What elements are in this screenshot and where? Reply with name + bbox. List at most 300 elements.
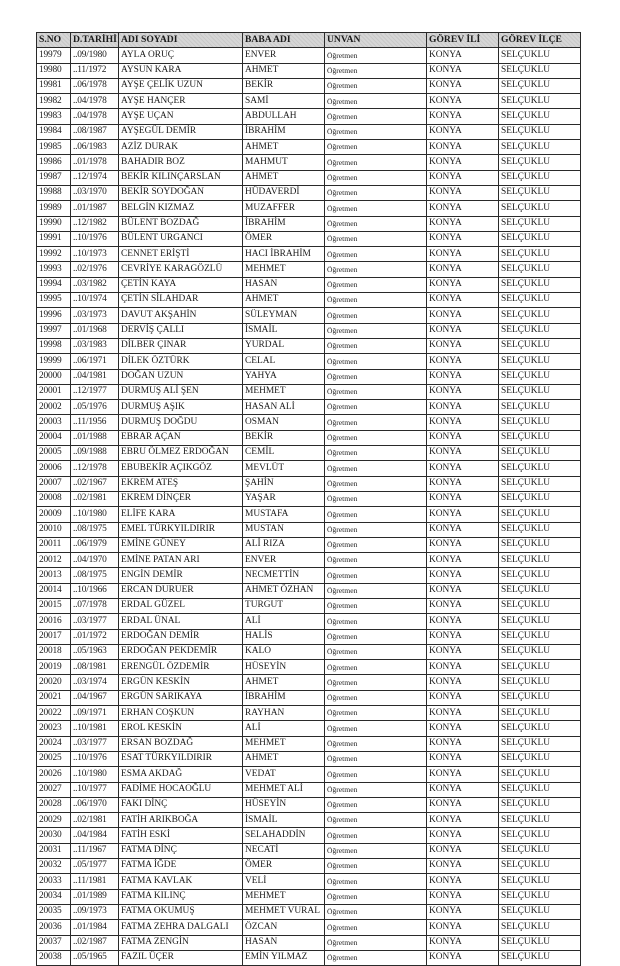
- father-name-cell: BEKİR: [243, 78, 325, 93]
- father-name-cell: AHMET: [243, 675, 325, 690]
- birth-date-cell: ..04/1978: [71, 109, 119, 124]
- birth-date-cell: ..04/1978: [71, 94, 119, 109]
- title-cell: Öğretmen: [325, 553, 427, 568]
- birth-date-cell: ..03/1982: [71, 277, 119, 292]
- full-name-cell: BÜLENT BOZDAĞ: [119, 216, 243, 231]
- table-row: [37, 751, 581, 766]
- birth-date-cell: ..08/1987: [71, 124, 119, 139]
- province-cell: KONYA: [427, 201, 499, 216]
- full-name-cell: DAVUT AKŞAHİN: [119, 308, 243, 323]
- table-row: [37, 859, 581, 874]
- province-cell: KONYA: [427, 889, 499, 904]
- district-cell: SELÇUKLU: [499, 690, 581, 705]
- father-name-cell: MUSTAN: [243, 522, 325, 537]
- header-sno: S.NO: [37, 33, 71, 48]
- table-row: [37, 94, 581, 109]
- province-cell: KONYA: [427, 446, 499, 461]
- province-cell: KONYA: [427, 369, 499, 384]
- sno-cell: 20008: [37, 491, 71, 506]
- table-row: [37, 216, 581, 231]
- sno-cell: 20038: [37, 950, 71, 965]
- sno-cell: 19983: [37, 109, 71, 124]
- birth-date-cell: ..03/1977: [71, 736, 119, 751]
- sno-cell: 19992: [37, 247, 71, 262]
- father-name-cell: MEHMET: [243, 384, 325, 399]
- full-name-cell: ERCAN DURUER: [119, 583, 243, 598]
- sno-cell: 20010: [37, 522, 71, 537]
- sno-cell: 19981: [37, 78, 71, 93]
- title-cell: Öğretmen: [325, 568, 427, 583]
- title-cell: Öğretmen: [325, 537, 427, 552]
- province-cell: KONYA: [427, 124, 499, 139]
- province-cell: KONYA: [427, 904, 499, 919]
- province-cell: KONYA: [427, 491, 499, 506]
- birth-date-cell: ..05/1977: [71, 859, 119, 874]
- father-name-cell: YAŞAR: [243, 491, 325, 506]
- birth-date-cell: ..06/1971: [71, 354, 119, 369]
- title-cell: Öğretmen: [325, 369, 427, 384]
- birth-date-cell: ..02/1967: [71, 476, 119, 491]
- province-cell: KONYA: [427, 78, 499, 93]
- birth-date-cell: ..07/1978: [71, 598, 119, 613]
- sno-cell: 20029: [37, 813, 71, 828]
- table-row: [37, 430, 581, 445]
- table-row: [37, 354, 581, 369]
- full-name-cell: BAHADIR BOZ: [119, 155, 243, 170]
- full-name-cell: AYŞEGÜL DEMİR: [119, 124, 243, 139]
- province-cell: KONYA: [427, 94, 499, 109]
- father-name-cell: SAMİ: [243, 94, 325, 109]
- birth-date-cell: ..01/1978: [71, 155, 119, 170]
- province-cell: KONYA: [427, 476, 499, 491]
- sno-cell: 20018: [37, 644, 71, 659]
- district-cell: SELÇUKLU: [499, 568, 581, 583]
- district-cell: SELÇUKLU: [499, 446, 581, 461]
- title-cell: Öğretmen: [325, 598, 427, 613]
- table-row: [37, 491, 581, 506]
- title-cell: Öğretmen: [325, 277, 427, 292]
- title-cell: Öğretmen: [325, 400, 427, 415]
- birth-date-cell: ..09/1971: [71, 706, 119, 721]
- full-name-cell: FAZIL ÜÇER: [119, 950, 243, 965]
- district-cell: SELÇUKLU: [499, 201, 581, 216]
- title-cell: Öğretmen: [325, 78, 427, 93]
- sno-cell: 20013: [37, 568, 71, 583]
- father-name-cell: İSMAİL: [243, 323, 325, 338]
- full-name-cell: EMİNE PATAN ARI: [119, 553, 243, 568]
- province-cell: KONYA: [427, 706, 499, 721]
- table-row: [37, 124, 581, 139]
- title-cell: Öğretmen: [325, 446, 427, 461]
- table-row: [37, 185, 581, 200]
- title-cell: Öğretmen: [325, 644, 427, 659]
- province-cell: KONYA: [427, 797, 499, 812]
- father-name-cell: MEHMET: [243, 889, 325, 904]
- district-cell: SELÇUKLU: [499, 889, 581, 904]
- father-name-cell: ÖZCAN: [243, 920, 325, 935]
- table-row: [37, 170, 581, 185]
- birth-date-cell: ..06/1979: [71, 537, 119, 552]
- father-name-cell: HÜSEYİN: [243, 797, 325, 812]
- title-cell: Öğretmen: [325, 813, 427, 828]
- province-cell: KONYA: [427, 63, 499, 78]
- title-cell: Öğretmen: [325, 522, 427, 537]
- title-cell: Öğretmen: [325, 751, 427, 766]
- birth-date-cell: ..10/1980: [71, 767, 119, 782]
- full-name-cell: ÇETİN SİLAHDAR: [119, 293, 243, 308]
- full-name-cell: FATMA OKUMUŞ: [119, 904, 243, 919]
- district-cell: SELÇUKLU: [499, 63, 581, 78]
- father-name-cell: ALİ RIZA: [243, 537, 325, 552]
- birth-date-cell: ..03/1970: [71, 185, 119, 200]
- district-cell: SELÇUKLU: [499, 293, 581, 308]
- table-row: [37, 78, 581, 93]
- sno-cell: 20036: [37, 920, 71, 935]
- title-cell: Öğretmen: [325, 109, 427, 124]
- full-name-cell: EMİNE GÜNEY: [119, 537, 243, 552]
- table-row: [37, 568, 581, 583]
- full-name-cell: ERDOĞAN PEKDEMİR: [119, 644, 243, 659]
- father-name-cell: BEKİR: [243, 430, 325, 445]
- title-cell: Öğretmen: [325, 155, 427, 170]
- table-row: [37, 660, 581, 675]
- district-cell: SELÇUKLU: [499, 415, 581, 430]
- full-name-cell: ÇETİN KAYA: [119, 277, 243, 292]
- sno-cell: 20034: [37, 889, 71, 904]
- full-name-cell: BELGİN KIZMAZ: [119, 201, 243, 216]
- table-row: [37, 476, 581, 491]
- district-cell: SELÇUKLU: [499, 384, 581, 399]
- district-cell: SELÇUKLU: [499, 920, 581, 935]
- sno-cell: 19979: [37, 48, 71, 63]
- district-cell: SELÇUKLU: [499, 277, 581, 292]
- full-name-cell: FAKI DİNÇ: [119, 797, 243, 812]
- province-cell: KONYA: [427, 644, 499, 659]
- province-cell: KONYA: [427, 338, 499, 353]
- sno-cell: 20025: [37, 751, 71, 766]
- province-cell: KONYA: [427, 843, 499, 858]
- district-cell: SELÇUKLU: [499, 461, 581, 476]
- sno-cell: 20027: [37, 782, 71, 797]
- table-row: [37, 446, 581, 461]
- district-cell: SELÇUKLU: [499, 522, 581, 537]
- sno-cell: 19988: [37, 185, 71, 200]
- father-name-cell: HÜSEYİN: [243, 660, 325, 675]
- province-cell: KONYA: [427, 950, 499, 965]
- title-cell: Öğretmen: [325, 476, 427, 491]
- sno-cell: 20000: [37, 369, 71, 384]
- province-cell: KONYA: [427, 598, 499, 613]
- birth-date-cell: ..09/1980: [71, 48, 119, 63]
- district-cell: SELÇUKLU: [499, 400, 581, 415]
- title-cell: Öğretmen: [325, 782, 427, 797]
- table-row: [37, 920, 581, 935]
- table-row: [37, 721, 581, 736]
- district-cell: SELÇUKLU: [499, 843, 581, 858]
- full-name-cell: DURMUŞ DOĞDU: [119, 415, 243, 430]
- sno-cell: 20023: [37, 721, 71, 736]
- birth-date-cell: ..01/1987: [71, 201, 119, 216]
- district-cell: SELÇUKLU: [499, 48, 581, 63]
- father-name-cell: SELAHADDİN: [243, 828, 325, 843]
- sno-cell: 19987: [37, 170, 71, 185]
- table-row: [37, 950, 581, 965]
- father-name-cell: AHMET: [243, 751, 325, 766]
- table-row: [37, 537, 581, 552]
- district-cell: SELÇUKLU: [499, 247, 581, 262]
- district-cell: SELÇUKLU: [499, 430, 581, 445]
- district-cell: SELÇUKLU: [499, 140, 581, 155]
- personnel-table: [36, 32, 581, 966]
- title-cell: Öğretmen: [325, 430, 427, 445]
- birth-date-cell: ..04/1984: [71, 828, 119, 843]
- sno-cell: 20022: [37, 706, 71, 721]
- sno-cell: 20016: [37, 614, 71, 629]
- district-cell: SELÇUKLU: [499, 675, 581, 690]
- father-name-cell: MUSTAFA: [243, 507, 325, 522]
- father-name-cell: NECMETTİN: [243, 568, 325, 583]
- father-name-cell: TURGUT: [243, 598, 325, 613]
- sno-cell: 20020: [37, 675, 71, 690]
- sno-cell: 20017: [37, 629, 71, 644]
- title-cell: Öğretmen: [325, 920, 427, 935]
- title-cell: Öğretmen: [325, 185, 427, 200]
- full-name-cell: ERGÜN KESKİN: [119, 675, 243, 690]
- table-row: [37, 415, 581, 430]
- birth-date-cell: ..06/1970: [71, 797, 119, 812]
- sno-cell: 20030: [37, 828, 71, 843]
- district-cell: SELÇUKLU: [499, 262, 581, 277]
- sno-cell: 20019: [37, 660, 71, 675]
- title-cell: Öğretmen: [325, 94, 427, 109]
- full-name-cell: ESMA AKDAĞ: [119, 767, 243, 782]
- sno-cell: 20001: [37, 384, 71, 399]
- province-cell: KONYA: [427, 813, 499, 828]
- sno-cell: 20026: [37, 767, 71, 782]
- header-birth-date: D.TARİHİ: [71, 33, 119, 48]
- header-district: GÖREV İLÇE: [499, 33, 581, 48]
- sno-cell: 20015: [37, 598, 71, 613]
- father-name-cell: AHMET ÖZHAN: [243, 583, 325, 598]
- birth-date-cell: ..01/1972: [71, 629, 119, 644]
- table-row: [37, 904, 581, 919]
- title-cell: Öğretmen: [325, 262, 427, 277]
- sno-cell: 19989: [37, 201, 71, 216]
- province-cell: KONYA: [427, 216, 499, 231]
- sno-cell: 19994: [37, 277, 71, 292]
- province-cell: KONYA: [427, 308, 499, 323]
- title-cell: Öğretmen: [325, 354, 427, 369]
- district-cell: SELÇUKLU: [499, 629, 581, 644]
- sno-cell: 19984: [37, 124, 71, 139]
- sno-cell: 20028: [37, 797, 71, 812]
- birth-date-cell: ..04/1967: [71, 690, 119, 705]
- full-name-cell: DOĞAN UZUN: [119, 369, 243, 384]
- full-name-cell: FATMA DİNÇ: [119, 843, 243, 858]
- province-cell: KONYA: [427, 262, 499, 277]
- sno-cell: 20011: [37, 537, 71, 552]
- father-name-cell: MEHMET ALİ: [243, 782, 325, 797]
- district-cell: SELÇUKLU: [499, 124, 581, 139]
- table-row: [37, 614, 581, 629]
- father-name-cell: YAHYA: [243, 369, 325, 384]
- sno-cell: 19990: [37, 216, 71, 231]
- province-cell: KONYA: [427, 461, 499, 476]
- title-cell: Öğretmen: [325, 491, 427, 506]
- province-cell: KONYA: [427, 721, 499, 736]
- birth-date-cell: ..10/1976: [71, 231, 119, 246]
- table-row: [37, 843, 581, 858]
- table-row: [37, 247, 581, 262]
- full-name-cell: DİLBER ÇINAR: [119, 338, 243, 353]
- district-cell: SELÇUKLU: [499, 185, 581, 200]
- birth-date-cell: ..09/1973: [71, 904, 119, 919]
- father-name-cell: ABDULLAH: [243, 109, 325, 124]
- title-cell: Öğretmen: [325, 736, 427, 751]
- district-cell: SELÇUKLU: [499, 859, 581, 874]
- province-cell: KONYA: [427, 507, 499, 522]
- father-name-cell: MAHMUT: [243, 155, 325, 170]
- district-cell: SELÇUKLU: [499, 904, 581, 919]
- title-cell: Öğretmen: [325, 308, 427, 323]
- full-name-cell: BÜLENT URGANCI: [119, 231, 243, 246]
- district-cell: SELÇUKLU: [499, 614, 581, 629]
- birth-date-cell: ..03/1973: [71, 308, 119, 323]
- province-cell: KONYA: [427, 537, 499, 552]
- father-name-cell: RAYHAN: [243, 706, 325, 721]
- full-name-cell: FATMA İĞDE: [119, 859, 243, 874]
- header-full-name: ADI SOYADI: [119, 33, 243, 48]
- table-row: [37, 384, 581, 399]
- table-row: [37, 109, 581, 124]
- province-cell: KONYA: [427, 568, 499, 583]
- sno-cell: 19991: [37, 231, 71, 246]
- province-cell: KONYA: [427, 828, 499, 843]
- father-name-cell: VEDAT: [243, 767, 325, 782]
- father-name-cell: HASAN ALİ: [243, 400, 325, 415]
- sno-cell: 20031: [37, 843, 71, 858]
- birth-date-cell: ..05/1976: [71, 400, 119, 415]
- sno-cell: 19998: [37, 338, 71, 353]
- header-row: [37, 33, 581, 48]
- title-cell: Öğretmen: [325, 859, 427, 874]
- full-name-cell: ERDAL GÜZEL: [119, 598, 243, 613]
- title-cell: Öğretmen: [325, 63, 427, 78]
- title-cell: Öğretmen: [325, 323, 427, 338]
- birth-date-cell: ..11/1981: [71, 874, 119, 889]
- full-name-cell: DERVİŞ ÇALLI: [119, 323, 243, 338]
- province-cell: KONYA: [427, 430, 499, 445]
- sno-cell: 19980: [37, 63, 71, 78]
- sno-cell: 19996: [37, 308, 71, 323]
- province-cell: KONYA: [427, 323, 499, 338]
- father-name-cell: NECATİ: [243, 843, 325, 858]
- province-cell: KONYA: [427, 415, 499, 430]
- birth-date-cell: ..11/1972: [71, 63, 119, 78]
- table-row: [37, 767, 581, 782]
- district-cell: SELÇUKLU: [499, 354, 581, 369]
- table-row: [37, 583, 581, 598]
- full-name-cell: EROL KESKİN: [119, 721, 243, 736]
- table-row: [37, 598, 581, 613]
- province-cell: KONYA: [427, 247, 499, 262]
- sno-cell: 19997: [37, 323, 71, 338]
- full-name-cell: BEKİR KILINÇARSLAN: [119, 170, 243, 185]
- birth-date-cell: ..04/1981: [71, 369, 119, 384]
- district-cell: SELÇUKLU: [499, 950, 581, 965]
- birth-date-cell: ..11/1967: [71, 843, 119, 858]
- sno-cell: 20037: [37, 935, 71, 950]
- header-father-name: BABA ADI: [243, 33, 325, 48]
- district-cell: SELÇUKLU: [499, 308, 581, 323]
- father-name-cell: ENVER: [243, 553, 325, 568]
- full-name-cell: BEKİR SOYDOĞAN: [119, 185, 243, 200]
- province-cell: KONYA: [427, 293, 499, 308]
- title-cell: Öğretmen: [325, 201, 427, 216]
- title-cell: Öğretmen: [325, 216, 427, 231]
- title-cell: Öğretmen: [325, 461, 427, 476]
- province-cell: KONYA: [427, 400, 499, 415]
- birth-date-cell: ..06/1983: [71, 140, 119, 155]
- table-row: [37, 231, 581, 246]
- sno-cell: 20003: [37, 415, 71, 430]
- province-cell: KONYA: [427, 629, 499, 644]
- birth-date-cell: ..01/1968: [71, 323, 119, 338]
- father-name-cell: HASAN: [243, 935, 325, 950]
- table-row: [37, 644, 581, 659]
- district-cell: SELÇUKLU: [499, 583, 581, 598]
- sno-cell: 19995: [37, 293, 71, 308]
- title-cell: Öğretmen: [325, 415, 427, 430]
- father-name-cell: ŞAHİN: [243, 476, 325, 491]
- title-cell: Öğretmen: [325, 675, 427, 690]
- table-row: [37, 155, 581, 170]
- birth-date-cell: ..01/1984: [71, 920, 119, 935]
- province-cell: KONYA: [427, 660, 499, 675]
- header-province: GÖREV İLİ: [427, 33, 499, 48]
- province-cell: KONYA: [427, 155, 499, 170]
- full-name-cell: EKREM DİNÇER: [119, 491, 243, 506]
- title-cell: Öğretmen: [325, 843, 427, 858]
- father-name-cell: MEVLÜT: [243, 461, 325, 476]
- birth-date-cell: ..02/1976: [71, 262, 119, 277]
- full-name-cell: ERHAN COŞKUN: [119, 706, 243, 721]
- full-name-cell: EBRAR AÇAN: [119, 430, 243, 445]
- district-cell: SELÇUKLU: [499, 935, 581, 950]
- birth-date-cell: ..10/1981: [71, 721, 119, 736]
- province-cell: KONYA: [427, 109, 499, 124]
- father-name-cell: MEHMET VURAL: [243, 904, 325, 919]
- title-cell: Öğretmen: [325, 629, 427, 644]
- district-cell: SELÇUKLU: [499, 231, 581, 246]
- table-row: [37, 675, 581, 690]
- district-cell: SELÇUKLU: [499, 78, 581, 93]
- title-cell: Öğretmen: [325, 828, 427, 843]
- father-name-cell: MEHMET: [243, 262, 325, 277]
- birth-date-cell: ..04/1970: [71, 553, 119, 568]
- sno-cell: 20024: [37, 736, 71, 751]
- title-cell: Öğretmen: [325, 889, 427, 904]
- district-cell: SELÇUKLU: [499, 813, 581, 828]
- title-cell: Öğretmen: [325, 507, 427, 522]
- full-name-cell: FADİME HOCAOĞLU: [119, 782, 243, 797]
- province-cell: KONYA: [427, 614, 499, 629]
- father-name-cell: HALİS: [243, 629, 325, 644]
- full-name-cell: FATMA KAVLAK: [119, 874, 243, 889]
- district-cell: SELÇUKLU: [499, 660, 581, 675]
- province-cell: KONYA: [427, 920, 499, 935]
- district-cell: SELÇUKLU: [499, 553, 581, 568]
